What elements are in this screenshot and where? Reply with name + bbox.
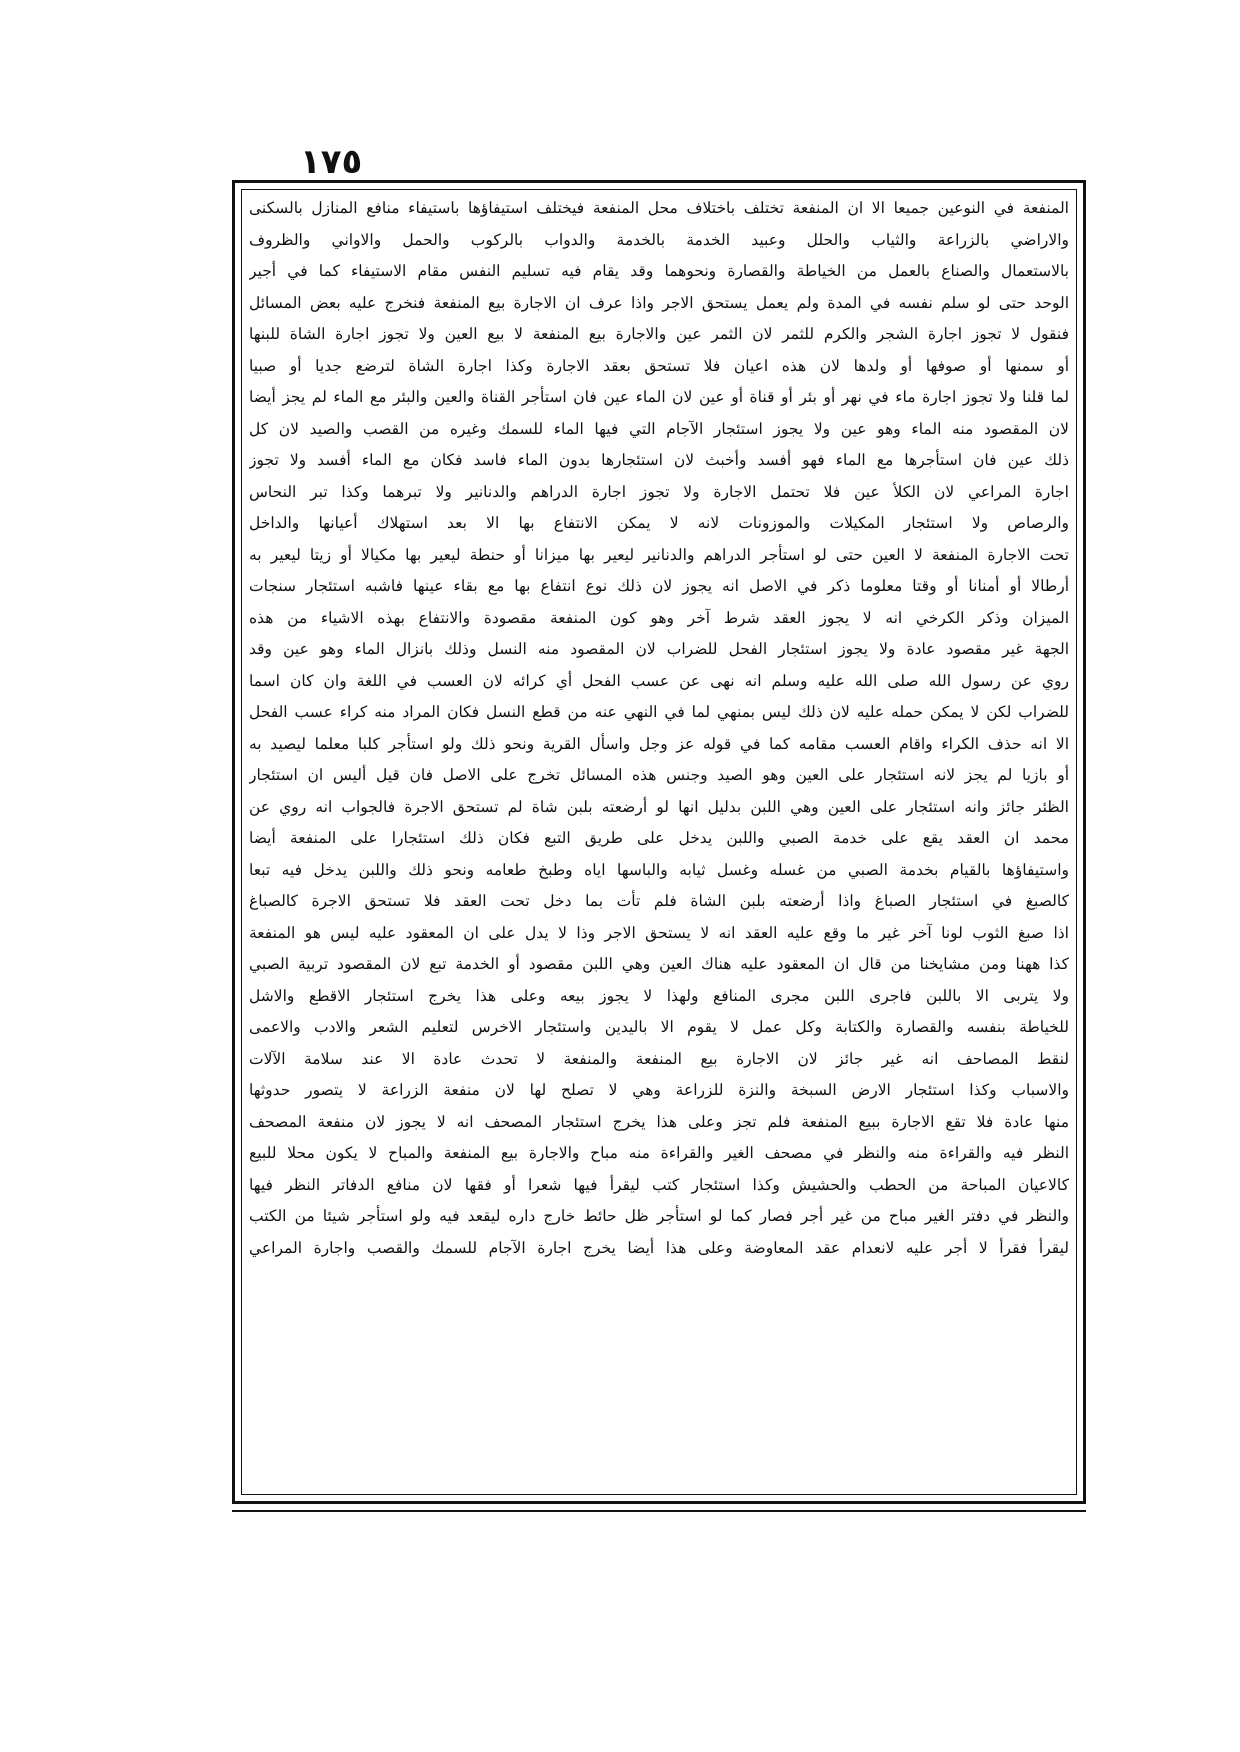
text-line: الظئر جائز وانه استئجار على العين وهي اللبن بدليل انها لو أرضعته بلبن شاة لم تستحق الاجرة فالجواب انه روي عن [249, 797, 1069, 816]
text-line: أو بازيا لم يجز لانه استئجار على العين وهو الصيد وجنس هذه المسائل تخرج على الاصل فان قيل أليس ان استئجار [249, 766, 1069, 784]
text-line: لنقط المصاحف انه غير جائز لان الاجارة بيع المنفعة والمنفعة لا تحدث عادة الا عند سلامة الآلات [249, 1049, 1069, 1068]
text-line: للضراب لكن لا يمكن حمله عليه لان ذلك ليس بمنهي لما في النهي عنه من قطع النسل فكان المراد منه كراء عسب الفحل [249, 703, 1069, 721]
text-line: النظر فيه والقراءة منه والنظر في مصحف الغير والقراءة منه مباح والاجارة بيع المنفعة والمباح لا يكون محلا للبيع [249, 1144, 1069, 1162]
text-line: الا انه حذف الكراء واقام العسب مقامه كما في قوله عز وجل واسأل القرية ونحو ذلك ولو استأجر كلبا معلما ليصيد به [249, 734, 1069, 753]
text-line: كالصبغ في استئجار الصباغ واذا أرضعته بلبن الشاة فلم تأت بما دخل تحت العقد فلا تستحق الاجرة كالصباغ [249, 892, 1069, 910]
text-line: كالاعيان المباحة من الحطب والحشيش وكذا استئجار كتب ليقرأ فيها شعرا أو فقها لان منافع الدفاتر النظر فيها [249, 1175, 1069, 1194]
text-line: لان المقصود منه الماء وهو عين ولا يجوز استئجار الآجام التي فيها الماء للسمك وغيره من القصب والصيد لان كل [249, 419, 1069, 438]
page-frame [232, 180, 1086, 1504]
text-line: والرصاص ولا استئجار المكيلات والموزونات لانه لا يمكن الانتفاع بها الا بعد استهلاك أعيانها والداخل [249, 514, 1069, 532]
text-line: بالاستعمال والصناع بالعمل من الخياطة والقصارة ونحوهما وقد يقام فيه تسليم النفس مقام الاستيفاء كما في أجير [249, 262, 1069, 280]
text-line: كذا ههنا ومن مشايخنا من قال ان المعقود عليه هناك العين وهي اللبن مقصود أو الخدمة تبع لان المقصود تربية الصبي [249, 955, 1069, 973]
text-line: لما قلنا ولا تجوز اجارة ماء في نهر أو بئر أو قناة أو عين لان الماء عين فان استأجر القناة والعين والبئر مع الماء لم يجز أيضا [249, 388, 1069, 406]
text-line: للخياطة بنفسه والقصارة والكتابة وكل عمل لا يقوم الا باليدين واستئجار الاخرس لتعليم الشعر والادب والاعمى [249, 1018, 1069, 1036]
text-line: أرطالا أو أمنانا أو وقتا معلوما ذكر في الاصل انه يجوز لان ذلك نوع انتفاع بها مع بقاء عينها فاشبه استئجار سنجات [249, 577, 1069, 595]
text-line: فنقول لا تجوز اجارة الشجر والكرم للثمر لان الثمر عين والاجارة بيع المنفعة لا بيع العين ولا تجوز اجارة الشاة للبنها [249, 325, 1069, 343]
text-line: ليقرأ فقرأ لا أجر عليه لانعدام عقد المعاوضة وعلى هذا أيضا يخرج اجارة الآجام للسمك والقصب واجارة المراعي [249, 1238, 1069, 1257]
page-number: ١٧٥ [300, 142, 363, 182]
text-line: الميزان وذكر الكرخي انه لا يجوز العقد شرط آخر وهو كون المنفعة مقصودة والانتفاع بهذه الاشياء من هذه [249, 608, 1069, 627]
text-line: والاسباب وكذا استئجار الارض السبخة والنزة للزراعة وهي لا تصلح لها لان منفعة الزراعة لا يتصور حدوثها [249, 1081, 1069, 1099]
text-line: المنفعة في النوعين جميعا الا ان المنفعة تختلف باختلاف محل المنفعة فيختلف استيفاؤها باستيفاء منافع المنازل بالسكنى [249, 199, 1069, 217]
text-line: اذا صبغ الثوب لونا آخر غير ما وقع عليه العقد انه لا يستحق الاجر وذا لا يدل على ان المعقود عليه ليس هو المنفعة [249, 923, 1069, 942]
bottom-rule [232, 1510, 1086, 1512]
text-line: واستيفاؤها بالقيام بخدمة الصبي من غسله وغسل ثيابه والباسها اياه وطبخ طعامه ونحو ذلك واللبن يدخل فيه تبعا [249, 860, 1069, 879]
text-line: روي عن رسول الله صلى الله عليه وسلم انه نهى عن عسب الفحل أي كرائه لان العسب في اللغة وان كان اسما [249, 671, 1069, 690]
text-line: تحت الاجارة المنفعة لا العين حتى لو استأجر الدراهم والدنانير ليعير بها ميزانا أو حنطة ليعير بها مكيالا أو زيتا ليعير به [249, 545, 1069, 564]
text-line: أو سمنها أو صوفها أو ولدها لان هذه اعيان فلا تستحق بعقد الاجارة وكذا اجارة الشاة لترضع جديا أو صبيا [249, 356, 1069, 375]
text-line: والاراضي بالزراعة والثياب والحلل وعبيد الخدمة بالخدمة والدواب بالركوب والحمل والاواني والظروف [249, 230, 1069, 249]
text-line: والنظر في دفتر الغير مباح من غير أجر فصار كما لو استأجر ظل حائط خارج داره ليقعد فيه ولو استأجر شيئا من الكتب [249, 1207, 1069, 1225]
text-line: الوحد حتى لو سلم نفسه في المدة ولم يعمل يستحق الاجر واذا عرف ان الاجارة بيع المنفعة فنخرج عليه بعض المسائل [249, 293, 1069, 312]
text-line: ولا يتربى الا باللبن فاجرى اللبن مجرى المنافع ولهذا لا يجوز بيعه وعلى هذا يخرج استئجار الاقطع والاشل [249, 986, 1069, 1005]
text-line: منها عادة فلا تقع الاجارة ببيع المنفعة فلم تجز وعلى هذا يخرج استئجار المصحف انه لا يجوز لان منفعة المصحف [249, 1112, 1069, 1131]
text-line: ذلك عين فان استأجرها مع الماء فهو أفسد وأخبث لان استئجارها بدون الماء فاسد فكان مع الماء أفسد ولا تجوز [249, 451, 1069, 469]
text-line: اجارة المراعي لان الكلأ عين فلا تحتمل الاجارة ولا تجوز اجارة الدراهم والدنانير ولا تبرهما وكذا تبر النحاس [249, 482, 1069, 501]
text-line: الجهة غير مقصود عادة ولا يجوز استئجار الفحل للضراب لان المقصود منه النسل وذلك بانزال الماء وهو عين وقد [249, 640, 1069, 658]
body-text [249, 193, 1069, 1495]
text-line: محمد ان العقد يقع على خدمة الصبي واللبن يدخل على طريق التبع فكان ذلك استئجارا على المنفعة أيضا [249, 829, 1069, 847]
